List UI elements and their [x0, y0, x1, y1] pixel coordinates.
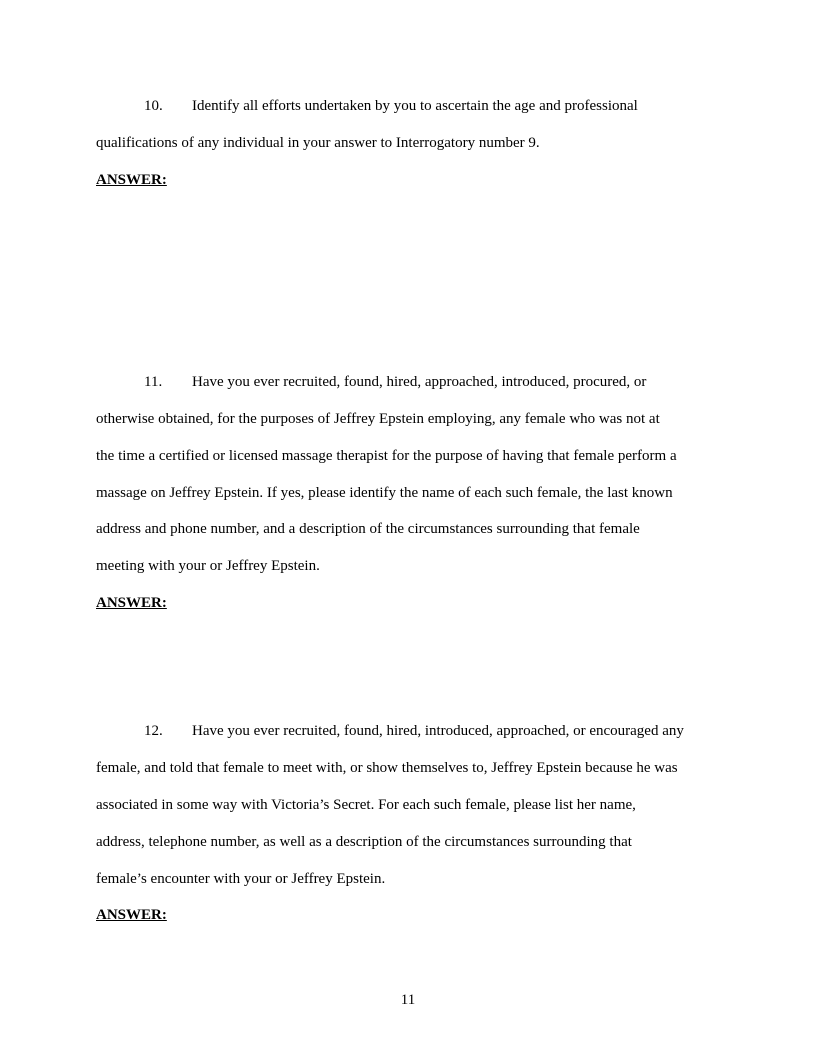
- interrogatory-text-line: Identify all efforts undertaken by you to ascertain the age and professional: [192, 98, 638, 114]
- page-number: 11: [400, 992, 416, 1008]
- interrogatory-text-line: address, telephone number, as well as a description of the circumstances surrounding that: [96, 834, 632, 850]
- interrogatory-text-line: female’s encounter with your or Jeffrey Epstein.: [96, 871, 386, 887]
- interrogatory-text-line: Have you ever recruited, found, hired, approached, introduced, procured, or: [192, 374, 647, 390]
- answer-label: ANSWER:: [96, 907, 167, 923]
- interrogatory-text-line: qualifications of any individual in your answer to Interrogatory number 9.: [96, 135, 540, 151]
- interrogatory-text-line: the time a certified or licensed massage therapist for the purpose of having that female perform a: [96, 448, 677, 464]
- interrogatory-text-line: otherwise obtained, for the purposes of Jeffrey Epstein employing, any female who was not at: [96, 411, 660, 427]
- answer-label: ANSWER:: [96, 595, 167, 611]
- interrogatory-text-line: female, and told that female to meet with, or show themselves to, Jeffrey Epstein because he was: [96, 760, 678, 776]
- interrogatory-text-line: massage on Jeffrey Epstein. If yes, please identify the name of each such female, the last known: [96, 485, 673, 501]
- interrogatory-number: 12.: [144, 723, 163, 739]
- interrogatory-number: 11.: [144, 374, 163, 390]
- interrogatory-number: 10.: [144, 98, 163, 114]
- interrogatory-text-line: Have you ever recruited, found, hired, introduced, approached, or encouraged any: [192, 723, 684, 739]
- interrogatory-text-line: associated in some way with Victoria’s Secret. For each such female, please list her name,: [96, 797, 636, 813]
- interrogatory-text-line: address and phone number, and a description of the circumstances surrounding that female: [96, 521, 640, 537]
- interrogatory-text-line: meeting with your or Jeffrey Epstein.: [96, 558, 320, 574]
- answer-label: ANSWER:: [96, 172, 167, 188]
